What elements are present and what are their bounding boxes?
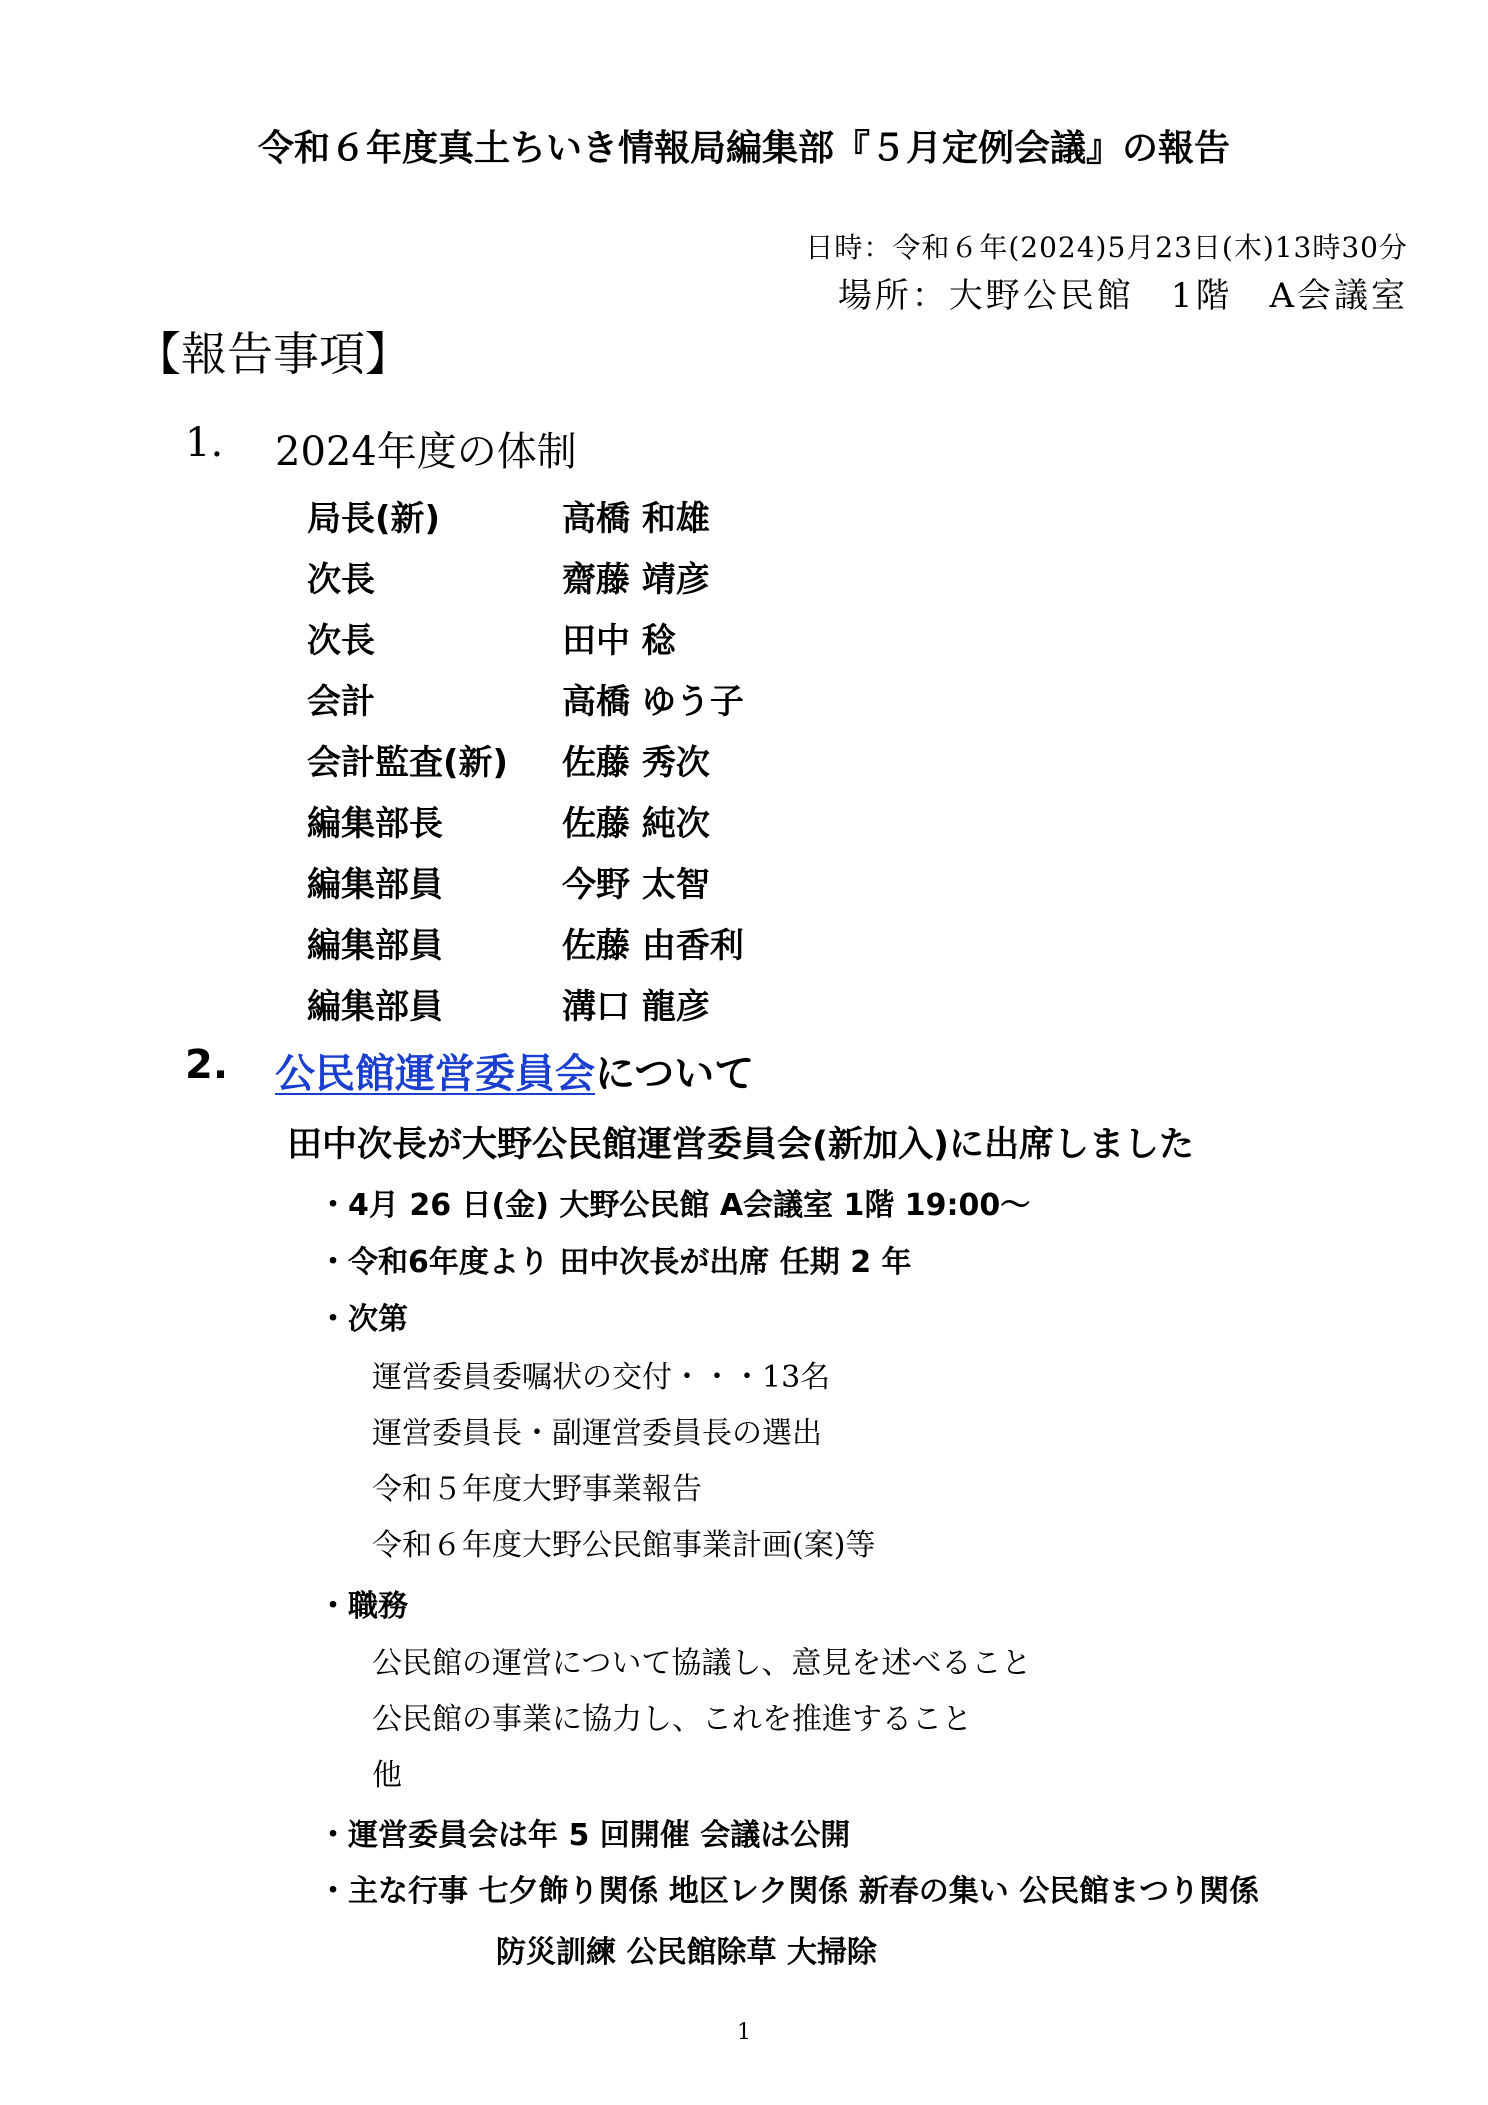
- staff-role: 編集部員: [307, 926, 443, 966]
- staff-role: 編集部員: [307, 865, 443, 905]
- staff-name: 佐藤 秀次: [562, 743, 710, 783]
- bullet-meeting: ・4月 26 日(金) 大野公民館 A会議室 1階 19:00～: [318, 1188, 1031, 1223]
- page-number: 1: [737, 2020, 751, 2045]
- staff-role: 編集部長: [307, 804, 443, 844]
- document-title: 令和６年度真土ちいき情報局編集部『５月定例会議』の報告: [257, 128, 1230, 169]
- item2-title: [275, 1042, 754, 1099]
- bullet-agenda: ・次第: [318, 1302, 408, 1337]
- events-continued: 防災訓練 公民館除草 大掃除: [496, 1935, 877, 1970]
- staff-name: 溝口 龍彦: [562, 987, 710, 1027]
- staff-name: 齋藤 靖彦: [562, 560, 710, 600]
- staff-name: 今野 太智: [562, 865, 710, 905]
- meeting-place: 場所：大野公民館 1階 A会議室: [837, 276, 1408, 316]
- bullet-duties: ・職務: [318, 1589, 408, 1624]
- item2-number: 2.: [185, 1042, 229, 1088]
- staff-role: 会計監査(新): [307, 743, 509, 783]
- duty-item: 公民館の事業に協力し、これを推進すること: [372, 1702, 972, 1737]
- bullet-term: ・令和6年度より 田中次長が出席 任期 2 年: [318, 1245, 912, 1280]
- agenda-item: 令和５年度大野事業報告: [372, 1472, 702, 1507]
- agenda-item: 運営委員委嘱状の交付・・・13名: [372, 1360, 831, 1395]
- item2-title-rest: について: [595, 1051, 755, 1097]
- agenda-item: 運営委員長・副運営委員長の選出: [372, 1416, 822, 1451]
- committee-link[interactable]: 公民館運営委員会: [275, 1051, 595, 1097]
- item2-intro: 田中次長が大野公民館運営委員会(新加入)に出席しました: [287, 1125, 1194, 1165]
- staff-role: 次長: [307, 621, 375, 661]
- duty-item: 公民館の運営について協議し、意見を述べること: [372, 1646, 1032, 1681]
- section-heading: 【報告事項】: [135, 327, 411, 381]
- staff-role: 編集部員: [307, 987, 443, 1027]
- meeting-date: 日時：令和６年(2024)5月23日(木)13時30分: [805, 231, 1408, 264]
- bullet-events: ・主な行事 七夕飾り関係 地区レク関係 新春の集い 公民館まつり関係: [318, 1874, 1260, 1909]
- staff-name: 佐藤 由香利: [562, 926, 744, 966]
- staff-role: 次長: [307, 560, 375, 600]
- staff-name: 田中 稔: [562, 621, 676, 661]
- duty-item: 他: [372, 1758, 402, 1793]
- staff-role: 会計: [307, 682, 375, 722]
- staff-name: 高橋 ゆう子: [562, 682, 744, 722]
- agenda-item: 令和６年度大野公民館事業計画(案)等: [372, 1528, 876, 1563]
- staff-name: 高橋 和雄: [562, 499, 710, 539]
- staff-role: 局長(新): [307, 499, 441, 539]
- item1-title: 2024年度の体制: [275, 429, 577, 475]
- bullet-frequency: ・運営委員会は年 5 回開催 会議は公開: [318, 1818, 851, 1853]
- item1-number: 1.: [185, 420, 224, 466]
- staff-name: 佐藤 純次: [562, 804, 710, 844]
